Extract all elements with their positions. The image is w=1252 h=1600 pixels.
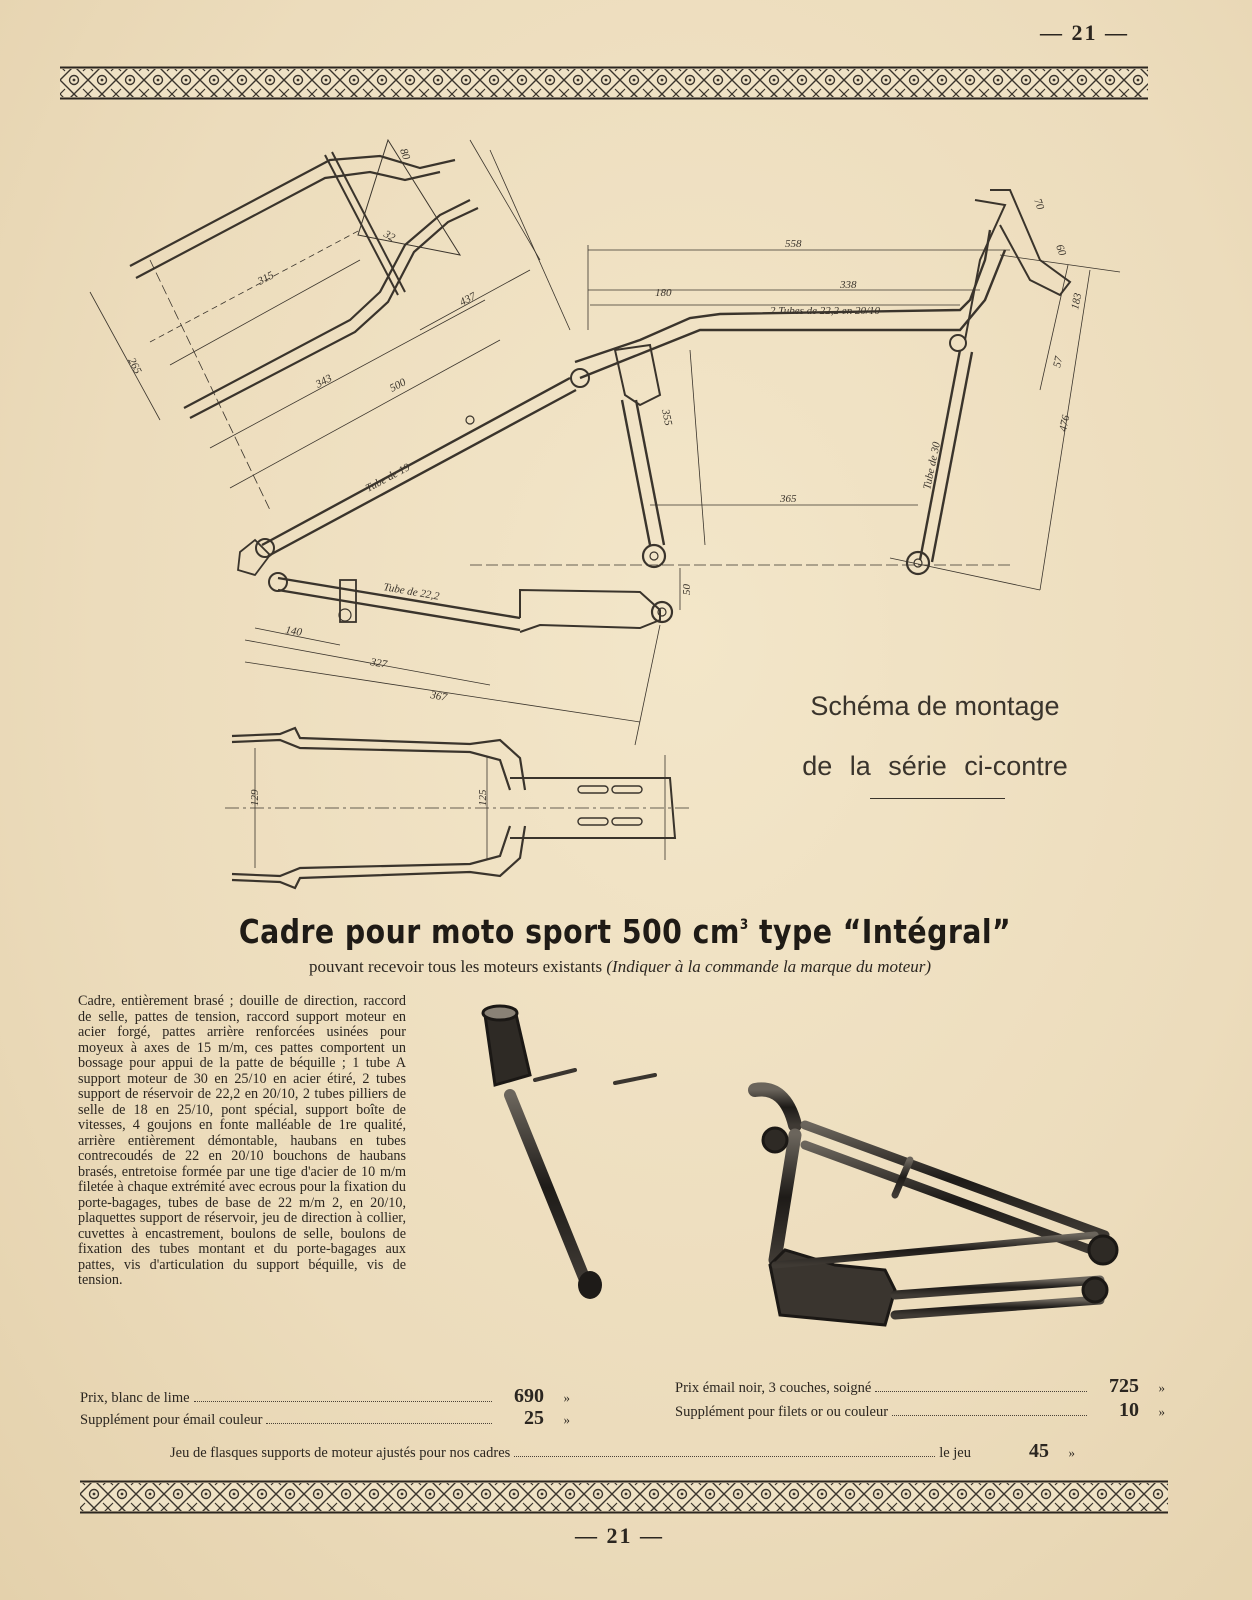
price-unit: » — [563, 1390, 570, 1405]
dot-leader — [514, 1456, 935, 1457]
dim-476: 476 — [1057, 413, 1073, 433]
price-amount: 10 — [1119, 1399, 1139, 1421]
price-label: Jeu de flasques supports de moteur ajustés pour nos cadres — [170, 1445, 511, 1461]
dim-129: 129 — [249, 789, 261, 806]
price-row-email-couleur — [80, 1407, 570, 1430]
price-amount: 725 — [1109, 1375, 1139, 1397]
price-row-blanc-de-lime — [80, 1385, 570, 1408]
dim-183: 183 — [1069, 291, 1085, 311]
product-description: Cadre, entièrement brasé ; douille de direction, raccord de selle, pattes de tension, raccord support moteur en acier forgé, pattes arrière renforcées usinées pour moyeux à axes de 15 m/m, ces pattes comportent un bossage pour appui de la patte de béquille ; 1 tube A support moteur de 30 en 25/10 en acier étiré, 2 tubes support de réservoir de 22,2 en 20/10, 2 tubes pilliers de selle de 18 en 25/10, pont spécial, support boîte de vitesses, 4 goujons en fonte malléable de 1re qualité, arrière entièrement démontable, haubans en tubes contrecoudés de 22 en 20/10 bouchons de haubans brasés, entretoise formée par une tige d'acier de 10 m/m filetée à chaque extrémité avec ecrous pour la fixation du porte-bagages, tubes de base de 22 m/m 2, en 20/10, plaquettes support de réservoir, jeu de direction à collier, cuvettes à encastrement, boulons de selle, boulons de fixation des tubes montant et du porte-bagages aux pattes, vis d'articulation du support béquille, vis de tension. — [78, 993, 406, 1288]
price-unit: » — [1068, 1445, 1075, 1460]
dim-338: 338 — [840, 279, 857, 291]
price-row-email-noir — [675, 1375, 1165, 1398]
price-row-flasques — [170, 1440, 1075, 1463]
dim-tube-30: Tube de 30 — [921, 440, 943, 491]
page-number-top: — 21 — — [1040, 20, 1129, 45]
ornamental-border-top — [60, 66, 1148, 100]
frame-photo — [455, 995, 1155, 1365]
schema-caption — [770, 676, 1100, 796]
dim-315: 315 — [255, 269, 276, 288]
price-amount: 25 — [524, 1407, 544, 1429]
price-unit: » — [1158, 1380, 1165, 1395]
price-unit: » — [1158, 1404, 1165, 1419]
price-label: Prix, blanc de lime — [80, 1390, 190, 1406]
price-label: Prix émail noir, 3 couches, soigné — [675, 1380, 872, 1396]
dot-leader — [266, 1423, 492, 1424]
dim-tube-22-2: Tube de 22,2 — [382, 581, 441, 603]
dim-437: 437 — [457, 290, 478, 309]
dim-70: 70 — [1031, 196, 1047, 212]
product-title: Cadre pour moto sport 500 $cm^3$ type “Intégral” — [238, 912, 1012, 951]
dim-60: 60 — [1053, 242, 1069, 258]
dim-80: 80 — [397, 146, 413, 162]
price-row-filets-or — [675, 1399, 1165, 1422]
caption-rule — [870, 798, 1005, 799]
dim-50: 50 — [681, 584, 693, 595]
price-label: Supplément pour émail couleur — [80, 1412, 263, 1428]
dot-leader — [875, 1391, 1087, 1392]
dim-140: 140 — [284, 624, 303, 639]
dim-327: 327 — [369, 656, 388, 671]
schema-caption-line1: Schéma de montage — [810, 691, 1060, 721]
price-unit: » — [563, 1412, 570, 1427]
dim-32: 32 — [381, 228, 398, 245]
dim-558: 558 — [785, 238, 802, 250]
price-amount: 690 — [514, 1385, 544, 1407]
price-label: Supplément pour filets or ou couleur — [675, 1404, 889, 1420]
dim-365: 365 — [780, 493, 797, 505]
dim-367: 367 — [429, 689, 448, 704]
page-number-bottom: — 21 — — [575, 1523, 664, 1548]
dim-180: 180 — [655, 287, 672, 299]
price-suffix: le jeu — [939, 1445, 971, 1461]
dim-125: 125 — [477, 789, 489, 806]
schema-caption-line2: de la série ci-contre — [802, 751, 1068, 781]
dim-2-tubes: 2 Tubes de 22,2 en 20/10 — [770, 305, 880, 317]
dim-tube-19: Tube de 19 — [363, 461, 413, 495]
dim-355: 355 — [659, 408, 675, 427]
dim-500: 500 — [387, 376, 408, 395]
dim-265: 265 — [125, 355, 144, 376]
dim-57: 57 — [1051, 355, 1066, 369]
dot-leader — [194, 1401, 492, 1402]
ornamental-border-bottom — [80, 1480, 1168, 1514]
dot-leader — [892, 1415, 1087, 1416]
product-subtitle: pouvant recevoir tous les moteurs existants (Indiquer à la commande la marque du moteur) — [308, 957, 932, 976]
price-amount: 45 — [1029, 1440, 1049, 1462]
dim-343: 343 — [313, 372, 334, 391]
